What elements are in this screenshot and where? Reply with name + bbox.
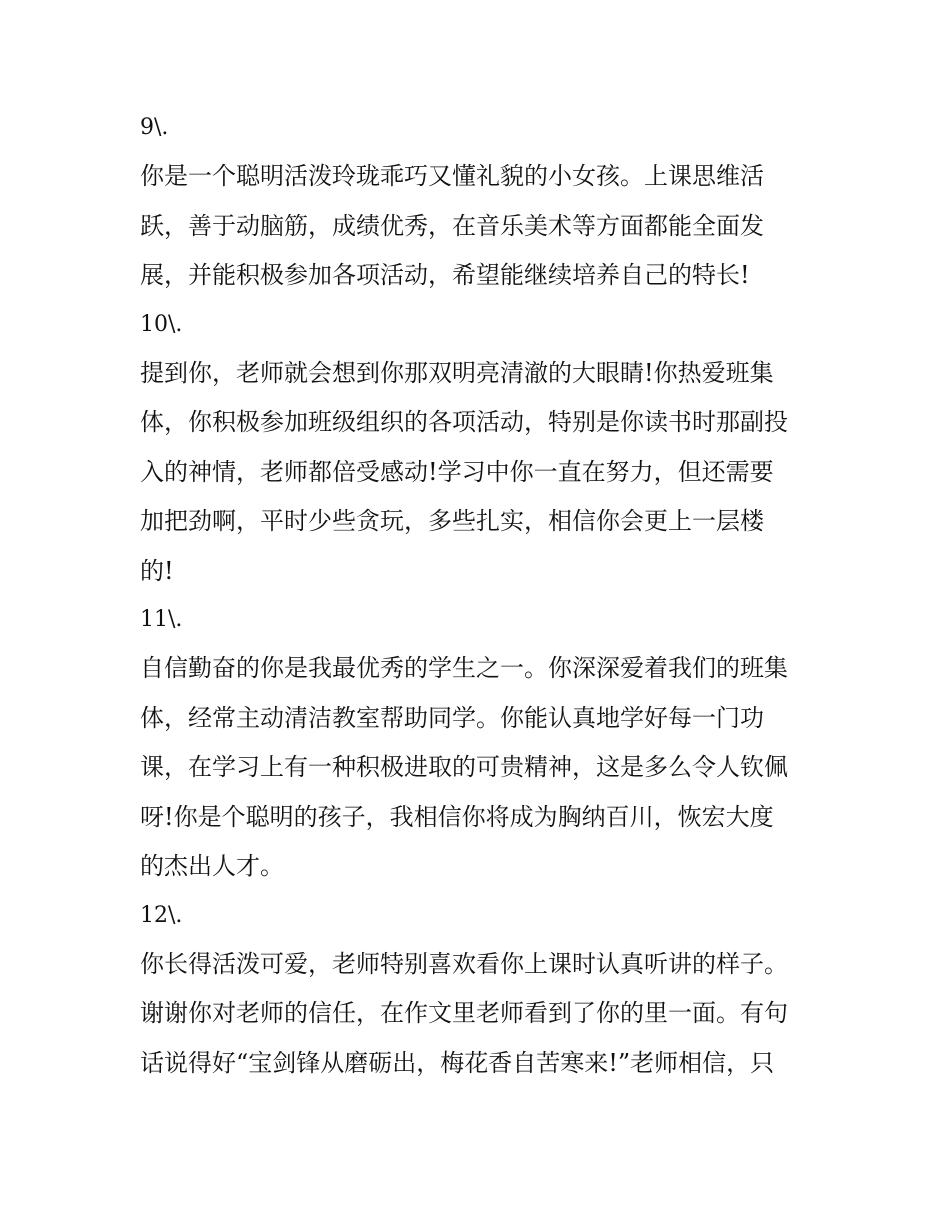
entry-10-line-3: 入的神情，老师都倍受感动!学习中你一直在努力，但还需要 [140,457,774,486]
entry-11-line-3: 课，在学习上有一种积极进取的可贵精神，这是多么令人钦佩 [140,753,788,781]
entry-9-line-3: 展，并能积极参加各项活动，希望能继续培养自己的特长! [140,261,750,289]
entry-number-9: 9\. [140,115,169,140]
entry-10-line-5: 的! [140,556,174,585]
entry-11-line-1: 自信勤奋的你是我最优秀的学生之一。你深深爱着我们的班集 [140,654,788,682]
entry-12-line-3: 话说得好“宝剑锋从磨砺出，梅花香自苦寒来!”老师相信，只 [140,1048,775,1077]
entry-10-line-4: 加把劲啊，平时少些贪玩，多些扎实，相信你会更上一层楼 [140,507,764,535]
entry-9-line-1: 你是一个聪明活泼玲珑乖巧又懂礼貌的小女孩。上课思维活 [140,162,764,190]
entry-number-11: 11\. [140,607,183,632]
entry-11-line-4: 呀!你是个聪明的孩子，我相信你将成为胸纳百川，恢宏大度 [140,802,774,831]
document-page [140,104,820,1088]
entry-11-line-2: 体，经常主动清洁教室帮助同学。你能认真地学好每一门功 [140,703,764,732]
entry-12-line-2: 谢谢你对老师的信任，在作文里老师看到了你的里一面。有句 [140,999,788,1027]
entry-10-line-2: 体，你积极参加班级组织的各项活动，特别是你读书时那副投 [140,408,788,436]
entry-10-line-1: 提到你，老师就会想到你那双明亮清澈的大眼睛!你热爱班集 [140,358,774,387]
entry-number-12: 12\. [140,902,183,928]
entry-9-line-2: 跃，善于动脑筋，成绩优秀，在音乐美术等方面都能全面发 [140,211,764,240]
entry-number-10: 10\. [140,311,183,337]
entry-11-line-5: 的杰出人才。 [140,852,284,880]
entry-12-line-1: 你长得活泼可爱，老师特别喜欢看你上课时认真听讲的样子。 [140,949,788,978]
